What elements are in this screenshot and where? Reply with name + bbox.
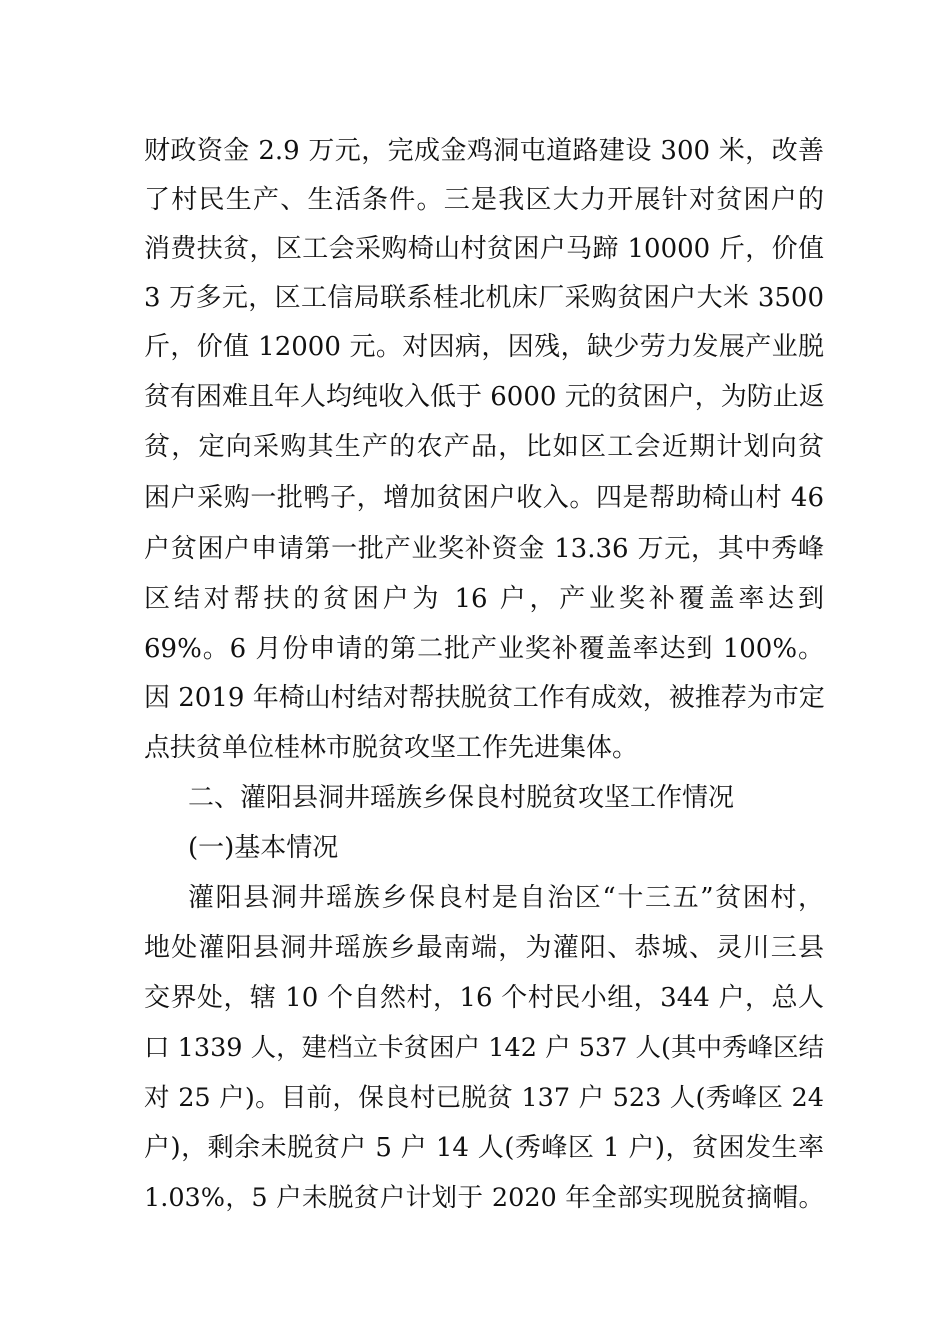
text-line: 户)，剩余未脱贫户 5 户 14 人(秀峰区 1 户)，贫困发生率 [144, 1133, 824, 1163]
text-line: 消费扶贫，区工会采购椅山村贫困户马蹄 10000 斤，价值 [144, 234, 824, 264]
text-line: 交界处，辖 10 个自然村，16 个村民小组，344 户，总人 [144, 983, 824, 1013]
text-line: 69%。6 月份申请的第二批产业奖补覆盖率达到 100%。 [144, 634, 824, 664]
text-line: 地处灌阳县洞井瑶族乡最南端，为灌阳、恭城、灵川三县 [144, 933, 824, 963]
text-line: 贫有困难且年人均纯收入低于 6000 元的贫困户，为防止返 [144, 382, 825, 412]
text-line: 口 1339 人，建档立卡贫困户 142 户 537 人(其中秀峰区结 [144, 1033, 824, 1063]
text-line: 3 万多元，区工信局联系桂北机床厂采购贫困户大米 3500 [144, 283, 824, 313]
text-line: 财政资金 2.9 万元，完成金鸡洞屯道路建设 300 米，改善 [144, 136, 824, 166]
text-line: 因 2019 年椅山村结对帮扶脱贫工作有成效，被推荐为市定 [144, 683, 825, 713]
text-line: 对 25 户)。目前，保良村已脱贫 137 户 523 人(秀峰区 24 [144, 1083, 824, 1113]
text-line: 户贫困户申请第一批产业奖补资金 13.36 万元，其中秀峰 [144, 534, 824, 564]
text-line: 困户采购一批鸭子，增加贫困户收入。四是帮助椅山村 46 [144, 483, 824, 513]
text-line: 1.03%，5 户未脱贫户计划于 2020 年全部实现脱贫摘帽。 [144, 1183, 824, 1213]
text-line: 点扶贫单位桂林市脱贫攻坚工作先进集体。 [144, 733, 639, 763]
text-line: 斤，价值 12000 元。对因病，因残，缺少劳力发展产业脱 [144, 332, 824, 362]
text-line: 灌阳县洞井瑶族乡保良村是自治区“十三五”贫困村， [188, 883, 824, 913]
text-line: 贫，定向采购其生产的农产品，比如区工会近期计划向贫 [144, 432, 824, 462]
section-heading: 二、灌阳县洞井瑶族乡保良村脱贫攻坚工作情况 [188, 783, 735, 813]
subsection-heading: (一)基本情况 [188, 833, 339, 863]
text-line: 了村民生产、生活条件。三是我区大力开展针对贫困户的 [144, 185, 824, 215]
text-line: 区结对帮扶的贫困户为 16 户，产业奖补覆盖率达到 [144, 584, 824, 614]
